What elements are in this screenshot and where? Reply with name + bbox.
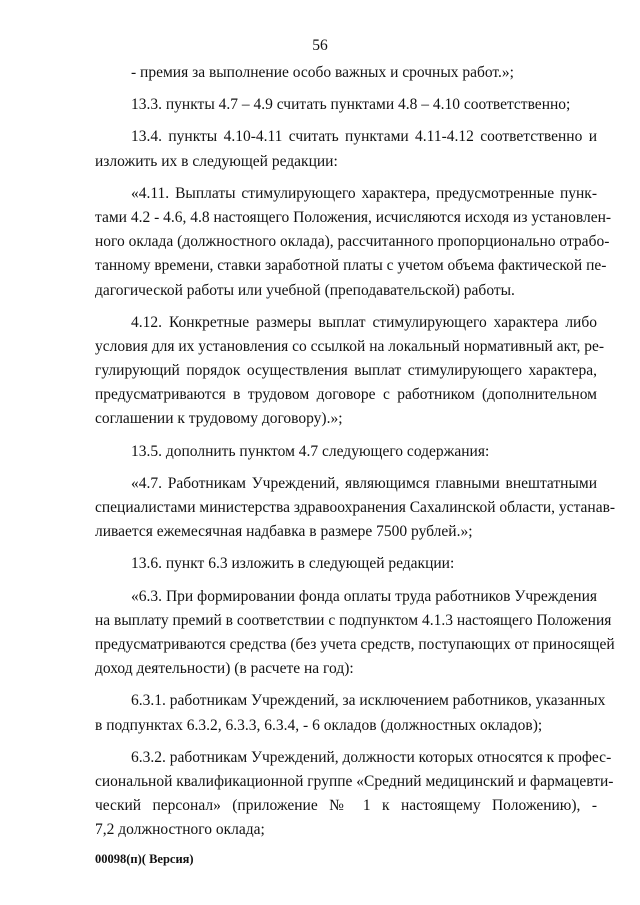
text-line: 13.4. пункты 4.10-4.11 считать пунктами 4.11-4.12 соответственно и <box>131 128 597 146</box>
paragraph <box>95 552 597 576</box>
text-line: ливается ежемесячная надбавка в размере 7500 рублей.»; <box>95 523 473 541</box>
text-line: предусматриваются средства (без учета средств, поступающих от приносящей <box>95 635 615 653</box>
paragraph <box>95 61 597 85</box>
text-line: условия для их установления со ссылкой на локальный нормативный акт, ре- <box>95 337 605 355</box>
text-line: «6.3. При формировании фонда оплаты труда работников Учреждения <box>131 587 597 605</box>
paragraph <box>95 689 606 737</box>
paragraph <box>95 746 614 843</box>
document-footer-code: 00098(п)( Версия) <box>95 852 194 866</box>
text-line: «4.11. Выплаты стимулирующего характера, предусмотренные пунк- <box>131 184 597 202</box>
text-line: ческий персонал» (приложение № 1 к настоящему Положению), - <box>95 797 597 815</box>
text-line: соглашении к трудовому договору).»; <box>95 410 343 428</box>
text-line: 13.6. пункт 6.3 изложить в следующей редакции: <box>131 555 455 573</box>
text-line: 13.3. пункты 4.7 – 4.9 считать пунктами 4.8 – 4.10 соответственно; <box>131 96 571 114</box>
text-line: танному времени, ставки заработной платы с учетом объема фактической пе- <box>95 257 607 275</box>
paragraph <box>95 472 616 545</box>
text-line: 6.3.1. работникам Учреждений, за исключением работников, указанных <box>131 692 606 710</box>
text-line: гулирующий порядок осуществления выплат стимулирующего характера, <box>95 362 597 380</box>
text-line: на выплату премий в соответствии с подпунктом 4.1.3 настоящего Положения <box>95 611 612 629</box>
paragraph <box>95 585 615 682</box>
text-line: изложить их в следующей редакции: <box>95 152 338 170</box>
paragraph <box>95 311 605 432</box>
text-line: специалистами министерства здравоохранения Сахалинской области, устанав- <box>95 499 616 516</box>
text-line: 13.5. дополнить пунктом 4.7 следующего содержания: <box>131 442 490 460</box>
text-line: 4.12. Конкретные размеры выплат стимулирующего характера либо <box>131 313 597 331</box>
text-line: доход деятельности) (в расчете на год): <box>95 660 354 678</box>
text-line: ного оклада (должностного оклада), рассчитанного пропорционально отрабо- <box>95 233 610 251</box>
text-line: в подпунктах 6.3.2, 6.3.3, 6.3.4, - 6 окладов (должностных окладов); <box>95 716 543 734</box>
paragraph <box>95 440 597 464</box>
text-line: 6.3.2. работникам Учреждений, должности которых относятся к профес- <box>131 748 612 766</box>
text-line: дагогической работы или учебной (преподавательской) работы. <box>95 281 515 299</box>
document-body <box>95 61 616 842</box>
page-number: 56 <box>312 37 328 54</box>
text-line: 7,2 должностного оклада; <box>95 821 265 839</box>
text-line: предусматриваются в трудовом договоре с работником (дополнительном <box>95 386 597 404</box>
paragraph <box>95 182 612 303</box>
text-line: тами 4.2 - 4.6, 4.8 настоящего Положения, исчисляются исходя из установлен- <box>95 208 612 226</box>
text-line: - премия за выполнение особо важных и срочных работ.»; <box>131 64 514 81</box>
text-line: «4.7. Работникам Учреждений, являющимся главными внештатными <box>131 474 597 492</box>
text-line: сиональной квалификационной группе «Средний медицинский и фармацевти- <box>95 772 614 790</box>
paragraph <box>95 93 597 117</box>
paragraph <box>95 125 597 173</box>
